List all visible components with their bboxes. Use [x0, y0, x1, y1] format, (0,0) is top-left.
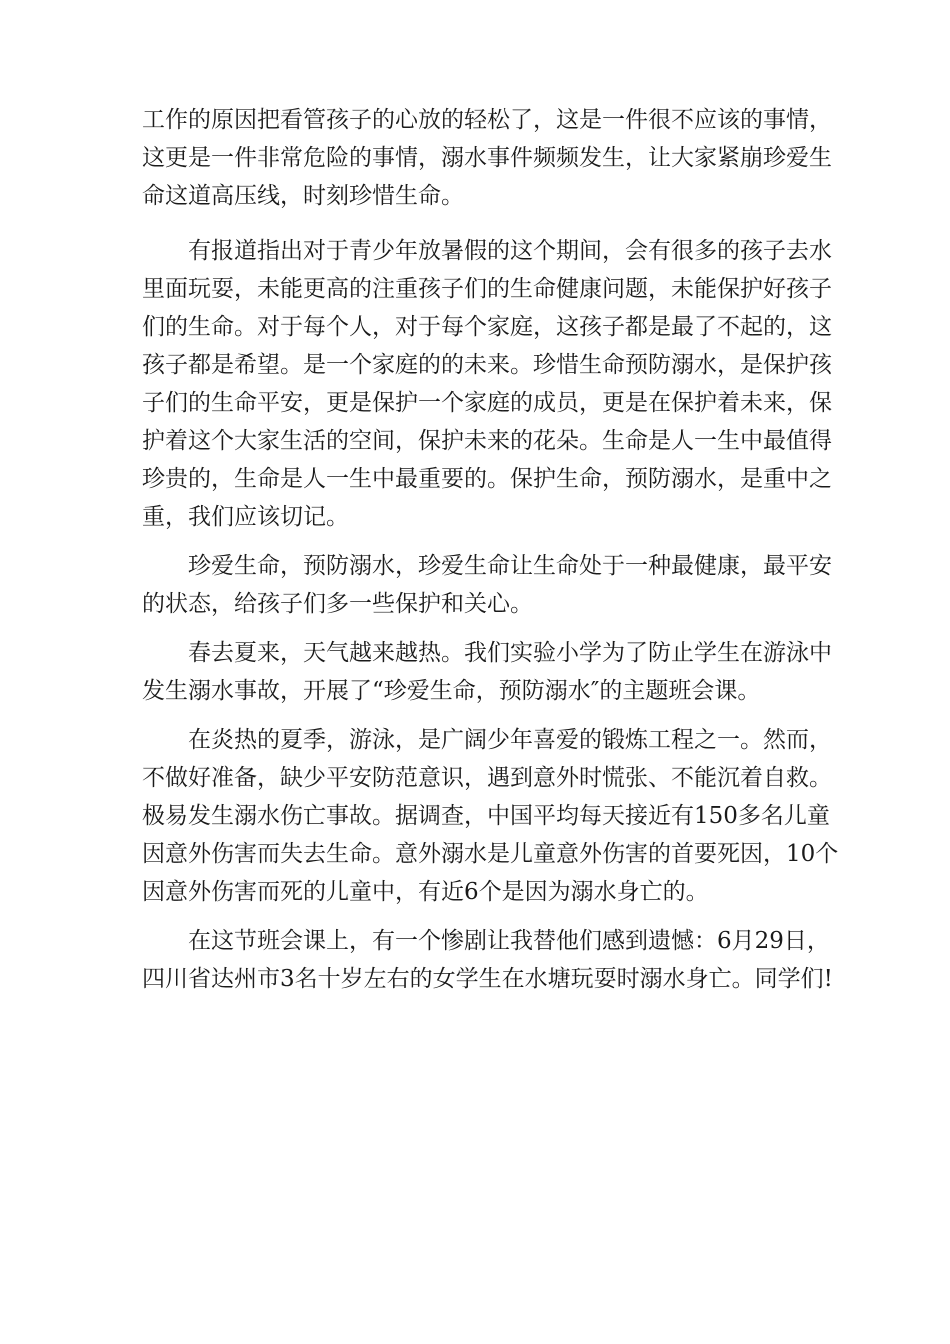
text-line: 不做好准备，缺少平安防范意识，遇到意外时慌张、不能沉着自救。: [142, 765, 832, 791]
text-line: 因意外伤害而失去生命。意外溺水是儿童意外伤害的首要死因，10个: [142, 841, 839, 867]
text-line: 在炎热的夏季，游泳，是广阔少年喜爱的锻炼工程之一。然而，: [142, 727, 832, 753]
paragraph-spacer: [142, 911, 814, 922]
text-line: 四川省达州市3名十岁左右的女学生在水塘玩耍时溺水身亡。同学们!: [142, 966, 833, 992]
text-line: 重，我们应该切记。: [142, 504, 349, 530]
text-line: 珍贵的，生命是人一生中最重要的。保护生命，预防溺水，是重中之: [142, 466, 832, 492]
paragraph-3: [142, 547, 832, 623]
paragraph-4: [142, 634, 832, 710]
text-line: 的状态，给孩子们多一些保护和关心。: [142, 591, 533, 617]
text-line: 工作的原因把看管孩子的心放的轻松了，这是一件很不应该的事情，: [142, 107, 832, 133]
text-line: 护着这个大家生活的空间，保护未来的花朵。生命是人一生中最值得: [142, 428, 832, 454]
paragraph-1: [142, 101, 832, 215]
text-line: 命这道高压线，时刻珍惜生命。: [142, 183, 464, 209]
paragraph-spacer: [142, 536, 814, 547]
text-line: 有报道指出对于青少年放暑假的这个期间，会有很多的孩子去水: [142, 238, 832, 264]
text-line: 这更是一件非常危险的事情，溺水事件频频发生，让大家紧崩珍爱生: [142, 145, 832, 171]
paragraph-6: [142, 922, 833, 998]
document-body: [142, 101, 839, 998]
text-line: 里面玩耍，未能更高的注重孩子们的生命健康问题，未能保护好孩子: [142, 276, 832, 302]
paragraph-spacer: [142, 623, 814, 634]
paragraph-spacer: [142, 710, 814, 721]
text-line: 孩子都是希望。是一个家庭的的未来。珍惜生命预防溺水，是保护孩: [142, 352, 832, 378]
paragraph-5: [142, 721, 839, 911]
text-line: 春去夏来，天气越来越热。我们实验小学为了防止学生在游泳中: [142, 640, 832, 666]
text-line: 极易发生溺水伤亡事故。据调查，中国平均每天接近有150多名儿童: [142, 803, 830, 829]
text-line: 们的生命。对于每个人，对于每个家庭，这孩子都是最了不起的，这: [142, 314, 832, 340]
paragraph-2: [142, 232, 832, 536]
paragraph-spacer: [142, 215, 814, 232]
text-line: 在这节班会课上，有一个惨剧让我替他们感到遗憾：6月29日，: [142, 928, 830, 954]
text-line: 发生溺水事故，开展了“珍爱生命，预防溺水″的主题班会课。: [142, 678, 761, 704]
text-line: 珍爱生命，预防溺水，珍爱生命让生命处于一种最健康，最平安: [142, 553, 832, 579]
text-line: 因意外伤害而死的儿童中，有近6个是因为溺水身亡的。: [142, 879, 709, 905]
text-line: 子们的生命平安，更是保护一个家庭的成员，更是在保护着未来，保: [142, 390, 832, 416]
